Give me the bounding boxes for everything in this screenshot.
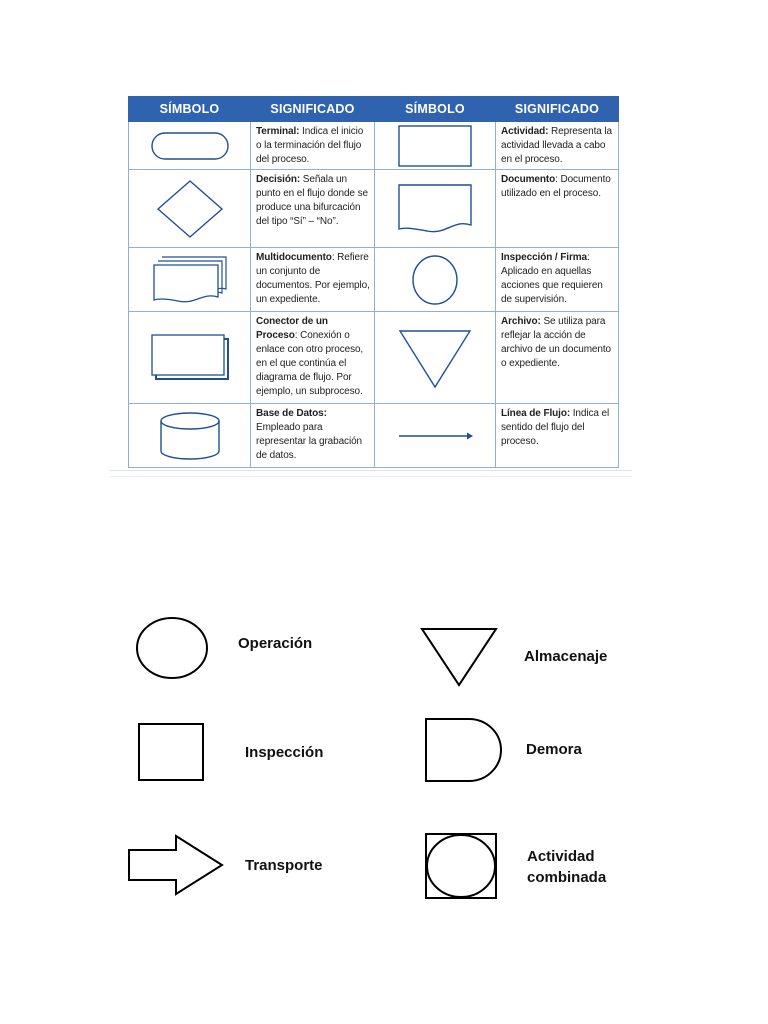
connector-icon <box>150 333 230 383</box>
table-row <box>129 404 619 468</box>
table-row <box>129 312 619 404</box>
inspection-label: Inspección <box>245 744 324 761</box>
archive-description: Archivo: Se utiliza para reflejar la acción de archivo de un documento o expediente. <box>496 312 619 404</box>
triangle-icon <box>398 327 472 389</box>
header-symbol-2: SÍMBOLO <box>375 97 496 122</box>
archive-symbol-cell <box>375 312 496 404</box>
multidocument-icon <box>152 255 228 305</box>
symbol-table <box>128 96 618 464</box>
rectangle-icon <box>397 124 473 168</box>
transport-arrow-icon <box>126 833 226 897</box>
flow-line-symbol-cell <box>375 404 496 468</box>
decision-description: Decisión: Señala un punto en el flujo donde se produce una bifurcación del tipo “Sí” – “No”. <box>251 170 375 248</box>
table-row <box>129 122 619 170</box>
table-row <box>129 170 619 248</box>
header-meaning-1: SIGNIFICADO <box>251 97 375 122</box>
arrow-line-icon <box>395 429 475 443</box>
delay-label: Demora <box>526 741 582 758</box>
database-description: Base de Datos: Empleado para representar la grabación de datos. <box>251 404 375 468</box>
document-icon <box>397 183 473 235</box>
combined-activity-text: Actividad combinada <box>527 848 607 886</box>
inspection-signature-description: Inspección / Firma: Aplicado en aquellas acciones que requieren de supervisión. <box>496 248 619 312</box>
terminal-description: Terminal: Indica el inicio o la terminación del flujo del proceso. <box>251 122 375 170</box>
divider <box>110 470 632 471</box>
multidocument-symbol-cell <box>129 248 251 312</box>
database-symbol-cell <box>129 404 251 468</box>
inspection-square-icon <box>136 721 206 783</box>
transport-label: Transporte <box>245 857 323 874</box>
table-row <box>129 248 619 312</box>
process-connector-symbol-cell <box>129 312 251 404</box>
combined-activity-icon <box>423 831 499 901</box>
document-symbol-cell <box>375 170 496 248</box>
activity-description: Actividad: Representa la actividad llevada a cabo en el proceso. <box>496 122 619 170</box>
inspection-signature-symbol-cell <box>375 248 496 312</box>
storage-triangle-icon <box>420 626 498 688</box>
combined-activity-label <box>527 846 637 888</box>
activity-symbol-cell <box>375 122 496 170</box>
diamond-icon <box>156 179 224 239</box>
header-symbol-1: SÍMBOLO <box>129 97 251 122</box>
table-header-row <box>129 97 619 122</box>
divider <box>110 476 632 477</box>
multidocument-description: Multidocumento: Refiere un conjunto de documentos. Por ejemplo, un expediente. <box>251 248 375 312</box>
flow-line-description: Línea de Flujo: Indica el sentido del flujo del proceso. <box>496 404 619 468</box>
delay-d-shape-icon <box>423 716 505 784</box>
document-description: Documento: Documento utilizado en el proceso. <box>496 170 619 248</box>
header-meaning-2: SIGNIFICADO <box>496 97 619 122</box>
terminal-icon <box>150 131 230 161</box>
decision-symbol-cell <box>129 170 251 248</box>
process-connector-description: Conector de un Proceso: Conexión o enlace con otro proceso, en el que continúa el diagrama de flujo. Por ejemplo, un subproceso. <box>251 312 375 404</box>
circle-icon <box>410 254 460 306</box>
database-icon <box>159 411 221 461</box>
storage-label: Almacenaje <box>524 648 608 665</box>
operation-label: Operación <box>238 635 313 652</box>
operation-circle-icon <box>134 616 210 680</box>
terminal-symbol-cell <box>129 122 251 170</box>
